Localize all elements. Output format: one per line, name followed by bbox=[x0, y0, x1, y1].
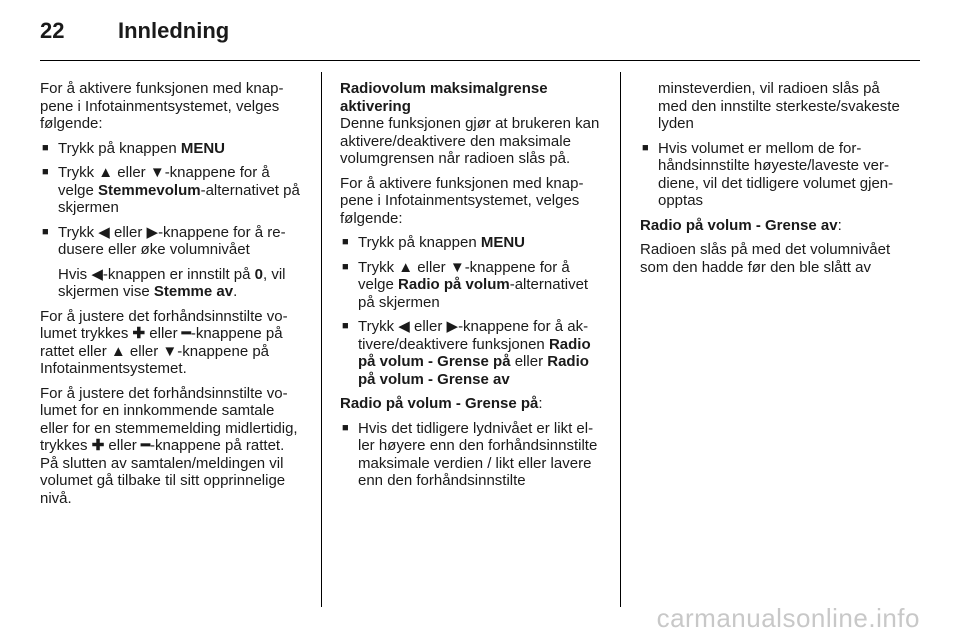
list-item-continued: minsteverdien, vil radioen slås på med den innstilte sterkeste/svakeste lyden bbox=[658, 80, 900, 132]
arrow-right-icon: ▶ bbox=[446, 318, 459, 335]
arrow-up-icon: ▲ bbox=[398, 258, 414, 276]
column-3 bbox=[640, 80, 902, 283]
sub-paragraph: Hvis ◀-knappen er innstilt på 0, vil skjermen vise Stemme av. bbox=[58, 265, 286, 300]
minus-icon: ━ bbox=[181, 325, 191, 342]
arrow-right-icon: ▶ bbox=[146, 223, 159, 241]
steps-list bbox=[340, 234, 602, 388]
column-divider-1 bbox=[321, 72, 322, 607]
paragraph: For å justere det forhåndsinnstilte volumet trykkes ✚ eller ━-knappene på rattet eller ▲ eller ▼-knappene på Infotainmentsystemet. bbox=[40, 307, 288, 377]
list-item: ■ Trykk ◀ eller ▶-knappene for å redusere eller øke volumnivået bbox=[40, 224, 302, 259]
column-1 bbox=[40, 80, 302, 514]
arrow-up-icon: ▲ bbox=[98, 164, 114, 181]
plus-icon: ✚ bbox=[91, 437, 105, 454]
column-2 bbox=[340, 80, 602, 497]
arrow-down-icon: ▼ bbox=[149, 164, 165, 181]
page-title: Innledning bbox=[118, 18, 230, 43]
column-divider-2 bbox=[620, 72, 621, 607]
header-rule bbox=[40, 60, 920, 61]
arrow-left-icon: ◀ bbox=[91, 265, 103, 283]
conditions-list bbox=[640, 80, 902, 210]
list-item: ■ Trykk på knappen MENU bbox=[340, 234, 602, 252]
arrow-down-icon: ▼ bbox=[162, 342, 178, 360]
paragraph: For å aktivere funksjonen med knappene i Infotainmentsystemet, velges følgende: bbox=[340, 174, 584, 227]
arrow-left-icon: ◀ bbox=[398, 318, 410, 335]
paragraph: Radioen slås på med det volumnivået som den hadde før den ble slått av bbox=[640, 241, 891, 276]
arrow-down-icon: ▼ bbox=[449, 258, 465, 276]
subheading: Radio på volum - Grense på: bbox=[340, 395, 543, 412]
steps-list bbox=[40, 140, 302, 259]
paragraph: For å justere det forhåndsinnstilte volumet for en innkommende samtale eller for en stemmemelding midlertidig, trykkes ✚ eller ━-knappene på rattet. På slutten av samtalen/meldingen vil volumet gå tilbake til sitt opprinnelige nivå. bbox=[40, 384, 298, 507]
list-item: ■ Hvis volumet er mellom de forhåndsinnstilte høyeste/laveste verdiene, vil det tidligere volumet gjenopptas bbox=[640, 140, 902, 210]
list-item: ■ Trykk på knappen MENU bbox=[40, 140, 302, 158]
list-item: ■ Trykk ▲ eller ▼-knappene for å velge Stemmevolum-alternativet på skjermen bbox=[40, 164, 302, 217]
list-item: ■ Trykk ◀ eller ▶-knappene for å aktivere/deaktivere funksjonen Radio på volum - Grense på eller Radio på volum - Grense av bbox=[340, 318, 602, 388]
list-item: ■ Hvis det tidligere lydnivået er likt eller høyere enn den forhåndsinnstilte maksimale verdien / likt eller lavere enn den forhåndsinnstilte bbox=[340, 420, 602, 490]
intro-paragraph: For å aktivere funksjonen med knappene i Infotainmentsystemet, velges følgende: bbox=[40, 80, 284, 132]
minus-icon: ━ bbox=[140, 437, 150, 454]
section-heading: Radiovolum maksimalgrense aktivering bbox=[340, 80, 548, 115]
list-item: ■ Trykk ▲ eller ▼-knappene for å velge Radio på volum-alternativet på skjermen bbox=[340, 259, 602, 312]
page-number: 22 bbox=[40, 18, 65, 43]
arrow-left-icon: ◀ bbox=[98, 223, 110, 241]
paragraph: Denne funksjonen gjør at brukeren kan aktivere/deaktivere den maksimale volumgrensen når radioen slås på. bbox=[340, 115, 600, 167]
watermark: carmanualsonline.info bbox=[656, 603, 920, 633]
arrow-up-icon: ▲ bbox=[110, 342, 126, 360]
subheading: Radio på volum - Grense av: bbox=[640, 216, 842, 234]
plus-icon: ✚ bbox=[132, 325, 146, 342]
conditions-list bbox=[340, 420, 602, 490]
